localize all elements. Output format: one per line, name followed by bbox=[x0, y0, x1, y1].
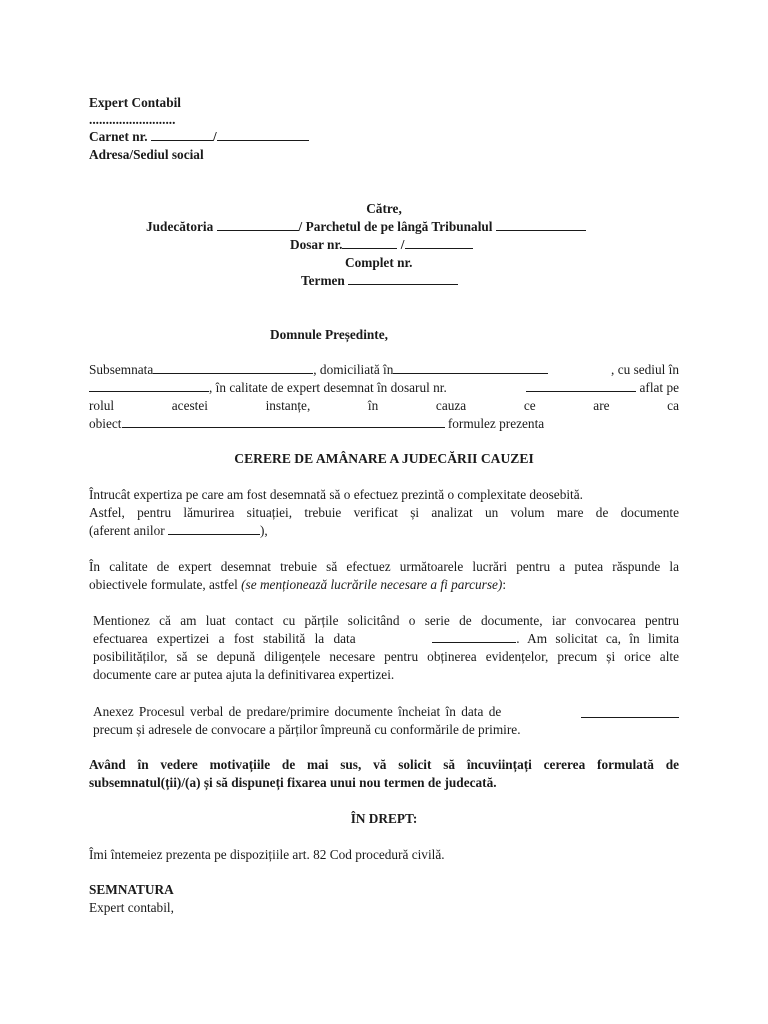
para4-line-1 bbox=[93, 703, 679, 721]
sender-dots: .......................... bbox=[89, 112, 176, 127]
para2-colon: : bbox=[502, 577, 507, 592]
domiciliata-label: , domiciliată în bbox=[313, 362, 394, 377]
carnet-blank-1 bbox=[151, 128, 213, 141]
para4-text: Anexez Procesul verbal de predare/primire documente încheiat în data de bbox=[93, 704, 502, 719]
carnet-sep: / bbox=[212, 129, 217, 144]
name-blank bbox=[153, 361, 313, 374]
paragraph-request bbox=[89, 756, 679, 792]
obiect-label: obiect bbox=[89, 416, 122, 431]
recipient-block bbox=[89, 200, 679, 290]
para2-text: obiectivele formulate, astfel bbox=[89, 577, 238, 592]
tribunal-blank bbox=[496, 218, 586, 231]
para3-line-3: posibilităților, să se depună diligențele necesare pentru obținerea evidențelor, precum și orice alte bbox=[93, 649, 679, 664]
para1-line-2: Astfel, pentru lămurirea situației, trebuie verificat și analizat un volum mare de documente bbox=[89, 505, 679, 520]
object-blank bbox=[122, 415, 445, 428]
carnet-label: Carnet nr. bbox=[89, 129, 148, 144]
para1-line-1: Întrucât expertiza pe care am fost desemnată să o efectuez prezintă o complexitate deosebită. bbox=[89, 487, 583, 502]
para1-close: ), bbox=[260, 523, 268, 538]
request-line-2: subsemnatul(ții)/(a) și să dispuneți fixarea unui nou termen de judecată. bbox=[89, 775, 497, 790]
dosar-sep: / bbox=[400, 237, 405, 252]
salutation: Domnule Președinte, bbox=[270, 327, 388, 342]
dosar-label: Dosar nr. bbox=[290, 237, 343, 252]
para3-line2-end: . Am solicitat ca, în limita bbox=[516, 631, 679, 646]
cu-sediul-label: , cu sediul în bbox=[611, 362, 679, 377]
request-line-1: Având în vedere motivațiile de mai sus, vă solicit să încuviințați cererea formulată de bbox=[89, 757, 679, 772]
recipient-court-line bbox=[89, 218, 679, 236]
termen-blank bbox=[348, 272, 458, 285]
court-blank bbox=[217, 218, 299, 231]
para4-line-2: precum și adresele de convocare a părților împreună cu conformările de primire. bbox=[93, 722, 521, 737]
paragraph-complexity bbox=[89, 486, 679, 540]
complet-label: Complet nr. bbox=[345, 255, 413, 270]
formulez-label: formulez prezenta bbox=[447, 416, 545, 431]
signature-role: Expert contabil, bbox=[89, 900, 174, 915]
convocation-date-blank bbox=[432, 630, 516, 643]
in-calitate-label: , în calitate de expert desemnat în dosarul nr. bbox=[209, 380, 447, 395]
sender-block bbox=[89, 94, 679, 164]
signature-label: SEMNATURA bbox=[89, 882, 174, 897]
para1-line-3 bbox=[89, 522, 679, 540]
in-drept-heading: ÎN DREPT: bbox=[350, 811, 418, 826]
intro-line-3: rolul acestei instanțe, în cauza ce are ca bbox=[89, 398, 679, 413]
legal-basis: Îmi întemeiez prezenta pe dispozițiile art. 82 Cod procedură civilă. bbox=[89, 847, 445, 862]
paragraph-annex bbox=[93, 703, 679, 739]
termen-label: Termen bbox=[301, 273, 345, 288]
intro-line-2 bbox=[89, 379, 679, 397]
intro-line-1 bbox=[89, 361, 679, 379]
seat-blank bbox=[89, 379, 209, 392]
para3-line-1: Mentionez că am luat contact cu părțile solicitând o serie de documente, iar convocarea pentru bbox=[93, 613, 679, 628]
years-blank bbox=[168, 522, 260, 535]
carnet-line bbox=[89, 128, 679, 146]
dosar-blank-2 bbox=[405, 236, 473, 249]
intro-paragraph bbox=[89, 361, 679, 433]
address-label: Adresa/Sediul social bbox=[89, 147, 204, 162]
para2-italic: (se menționează lucrările necesare a fi parcurse) bbox=[241, 577, 503, 592]
sender-title: Expert Contabil bbox=[89, 95, 181, 110]
dosar-line bbox=[89, 236, 679, 254]
paragraph-contact bbox=[93, 612, 679, 684]
recipient-catre: Către, bbox=[366, 201, 402, 216]
annex-date-blank bbox=[581, 705, 679, 718]
termen-line bbox=[89, 272, 679, 290]
intro-line-4 bbox=[89, 415, 679, 433]
para2-line-1: În calitate de expert desemnat trebuie să efectuez următoarele lucrări pentru a putea răspunde la bbox=[89, 559, 679, 574]
carnet-blank-2 bbox=[217, 128, 309, 141]
aflat-pe-label: aflat pe bbox=[639, 380, 679, 395]
request-heading: CERERE DE AMÂNARE A JUDECĂRII CAUZEI bbox=[234, 451, 534, 466]
subsemnata-label: Subsemnata bbox=[89, 362, 154, 377]
paragraph-works bbox=[89, 558, 679, 594]
signature-block bbox=[89, 881, 679, 917]
dosar-blank-1 bbox=[342, 236, 397, 249]
domicile-blank bbox=[393, 361, 548, 374]
court-label: Judecătoria bbox=[146, 219, 214, 234]
parchet-label: / Parchetul de pe lângă Tribunalul bbox=[298, 219, 493, 234]
para1-years-label: (aferent anilor bbox=[89, 523, 165, 538]
para3-line-4: documente care ar putea ajuta la definitivarea expertizei. bbox=[93, 667, 395, 682]
para3-date-label: efectuarea expertizei a fost stabilită la data bbox=[93, 631, 356, 646]
case-blank bbox=[526, 379, 636, 392]
para3-line-2 bbox=[93, 630, 679, 648]
para2-line-2 bbox=[89, 576, 679, 594]
